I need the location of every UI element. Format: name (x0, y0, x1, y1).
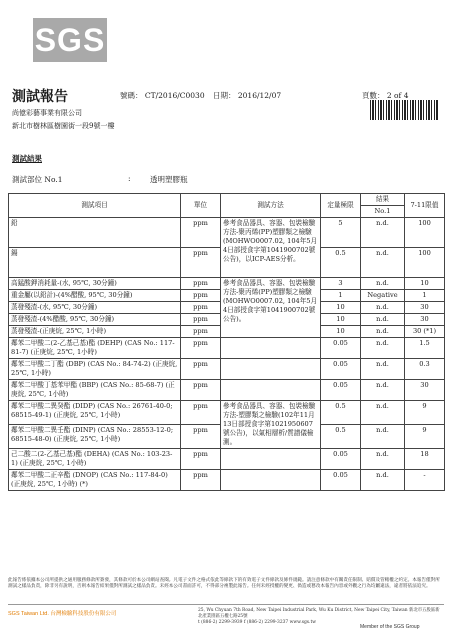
barcode (370, 100, 438, 120)
table-row (9, 470, 445, 491)
cell-limit: 5 (321, 218, 361, 248)
company-address: 新北市樹林區樹園街一段9號一樓 (12, 122, 115, 130)
cell-unit: ppm (181, 401, 221, 425)
table-row (9, 338, 445, 359)
report-date: 日期： 2016/12/07 (213, 91, 282, 100)
section-title: 測試結果 (12, 154, 42, 163)
cell-method: 參考食品器具、容器、包裝檢驗方法-聚丙烯(PP)塑膠類之檢驗(MOHWO0007.02, 104年5月4日部授食字第1041900702號公告)，以ICP-AES分析。 (221, 218, 321, 278)
cell-result: n.d. (361, 302, 405, 314)
sample-value: 透明塑膠瓶 (150, 175, 188, 184)
cell-limit: 0.05 (321, 380, 361, 401)
cell-item: 鉛 (9, 218, 181, 248)
footer-address: 25, Wu Chyuan 7th Road, New Taipei Industrial Park, Wu Ku District, New Taipei City, Taiwan 新北市五股區新北產業園區五權七路25號 t (886-2) 2299-3939 f (886-2) 2299-3237 www.sgs.tw (198, 608, 440, 625)
cell-method: 參考食品器具、容器、包裝檢驗方法-聚丙烯(PP)塑膠類之檢驗(MOHWO0007.02, 104年5月4日部授食字第1041900702號公告)。 (221, 278, 321, 338)
cell-limit711: 9 (405, 425, 445, 449)
header-limit711: 7-11限值 (405, 194, 445, 218)
cell-limit711: 1.5 (405, 338, 445, 359)
cell-limit: 0.05 (321, 359, 361, 380)
cell-unit: ppm (181, 449, 221, 470)
cell-limit711: 10 (405, 278, 445, 290)
cell-item: 鄰苯二甲酸二丁酯 (DBP) (CAS No.: 84-74-2) (正庚烷, 25℃, 1小時) (9, 359, 181, 380)
cell-item: 鄰苯二甲酸二異癸酯 (DIDP) (CAS No.: 26761-40-0; 68515-49-1) (正庚烷, 25℃, 1小時) (9, 401, 181, 425)
cell-method: 參考食品器具、容器、包裝檢驗方法-塑膠類之檢驗(102年11月13日部授食字第1021950607號公告)，以氣相層析/質譜儀檢測。 (221, 401, 321, 449)
cell-item: 鄰苯二甲酸二異壬酯 (DINP) (CAS No.: 28553-12-0; 68515-48-0) (正庚烷, 25℃, 1小時) (9, 425, 181, 449)
header-result-no: No.1 (361, 206, 405, 218)
cell-unit: ppm (181, 425, 221, 449)
cell-unit: ppm (181, 248, 221, 278)
header-result: 結果 (361, 194, 405, 206)
cell-item: 重金屬(以鉛計)-(4%醋酸, 95℃, 30分鐘) (9, 290, 181, 302)
cell-item: 蒸發殘渣-(4%醋酸, 95℃, 30分鐘) (9, 314, 181, 326)
cell-result: n.d. (361, 401, 405, 425)
results-table (8, 193, 445, 491)
cell-limit: 0.5 (321, 401, 361, 425)
cell-unit: ppm (181, 302, 221, 314)
header-unit: 單位 (181, 194, 221, 218)
table-row (9, 380, 445, 401)
sample-label: 測試部位 No.1 (12, 175, 63, 184)
page-number: 頁數： 2 of 4 (362, 91, 409, 100)
cell-limit711: 30 (405, 302, 445, 314)
cell-result: n.d. (361, 278, 405, 290)
cell-limit711: 30 (405, 314, 445, 326)
cell-limit: 10 (321, 326, 361, 338)
cell-unit: ppm (181, 359, 221, 380)
footer-member: Member of the SGS Group (360, 624, 420, 630)
cell-item: 鎘 (9, 248, 181, 278)
cell-limit711: 18 (405, 449, 445, 470)
cell-item: 高錳酸鉀消耗量-(水, 95℃, 30分鐘) (9, 278, 181, 290)
header-item: 測試項目 (9, 194, 181, 218)
table-row (9, 278, 445, 290)
cell-limit: 3 (321, 278, 361, 290)
cell-method-empty (221, 470, 321, 491)
cell-result: n.d. (361, 449, 405, 470)
cell-result: n.d. (361, 326, 405, 338)
cell-unit: ppm (181, 380, 221, 401)
cell-method-empty (221, 380, 321, 401)
cell-limit711: 100 (405, 218, 445, 248)
cell-limit711: 9 (405, 401, 445, 425)
cell-result: n.d. (361, 359, 405, 380)
cell-limit: 0.5 (321, 425, 361, 449)
cell-limit: 0.05 (321, 449, 361, 470)
cell-limit: 0.05 (321, 338, 361, 359)
sample-colon: : (128, 174, 131, 183)
cell-limit711: - (405, 470, 445, 491)
cell-result: n.d. (361, 380, 405, 401)
header-limit: 定量極限 (321, 194, 361, 218)
cell-limit711: 30 (405, 380, 445, 401)
cell-limit: 10 (321, 302, 361, 314)
cell-unit: ppm (181, 278, 221, 290)
cell-result: n.d. (361, 218, 405, 248)
cell-limit: 0.5 (321, 248, 361, 278)
cell-result: n.d. (361, 338, 405, 359)
cell-item: 己二酸二(2-乙基己基)酯 (DEHA) (CAS No.: 103-23-1) (正庚烷, 25℃, 1小時) (9, 449, 181, 470)
cell-method-empty (221, 338, 321, 359)
cell-result: n.d. (361, 248, 405, 278)
cell-unit: ppm (181, 338, 221, 359)
footer-bar (8, 604, 444, 625)
cell-unit: ppm (181, 290, 221, 302)
sgs-logo: SGS (33, 18, 107, 62)
cell-unit: ppm (181, 326, 221, 338)
cell-item: 鄰苯二甲酸二正辛酯 (DNOP) (CAS No.: 117-84-0) (正庚烷, 25℃, 1小時) (*) (9, 470, 181, 491)
footer-disclaimer: 此報告係依據本公司所提供之通用服務條款所簽發，其條款可於本公司網站查閱。凡電子文件之格式依此等條款下的有效電子文件條款及條件規範。請注意條款中有關責任限制、賠償及管轄權之約定。本報告僅對所測試之樣品負責，除非另有說明，否則本報告結果僅對所測試之樣品負責。未經本公司書面許可，不得部分複製此報告。任何未經授權的變更、偽造或篡改本報告內容或外觀之行為均屬違法，違者將依法追究。 (8, 578, 440, 589)
cell-item: 蒸發殘渣-(水, 95℃, 30分鐘) (9, 302, 181, 314)
cell-result: n.d. (361, 425, 405, 449)
cell-limit711: 0.3 (405, 359, 445, 380)
cell-result: Negative (361, 290, 405, 302)
cell-limit711: 1 (405, 290, 445, 302)
cell-limit711: 100 (405, 248, 445, 278)
cell-limit: 1 (321, 290, 361, 302)
cell-unit: ppm (181, 314, 221, 326)
cell-unit: ppm (181, 470, 221, 491)
table-row (9, 401, 445, 425)
cell-method-empty (221, 359, 321, 380)
table-header-row (9, 194, 445, 206)
header-method: 測試方法 (221, 194, 321, 218)
cell-item: 鄰苯二甲酸丁基苯甲酯 (BBP) (CAS No.: 85-68-7) (正庚烷, 25℃, 1小時) (9, 380, 181, 401)
cell-unit: ppm (181, 218, 221, 248)
cell-result: n.d. (361, 470, 405, 491)
table-row (9, 359, 445, 380)
table-row (9, 218, 445, 248)
cell-item: 蒸發殘渣-(正庚烷, 25℃, 1小時) (9, 326, 181, 338)
cell-limit: 10 (321, 314, 361, 326)
company-name: 尚億彩藝事業有限公司 (12, 109, 82, 117)
report-title: 測試報告 (12, 89, 68, 105)
cell-method-empty (221, 449, 321, 470)
cell-limit711: 30 (*1) (405, 326, 445, 338)
cell-limit: 0.05 (321, 470, 361, 491)
table-row (9, 449, 445, 470)
report-number: 號碼： CT/2016/C0030 (120, 91, 205, 100)
cell-item: 鄰苯二甲酸二(2-乙基己基)酯 (DEHP) (CAS No.: 117-81-7) (正庚烷, 25℃, 1小時) (9, 338, 181, 359)
cell-result: n.d. (361, 314, 405, 326)
footer-company: SGS Taiwan Ltd. 台灣檢驗科技股份有限公司 (8, 611, 117, 617)
